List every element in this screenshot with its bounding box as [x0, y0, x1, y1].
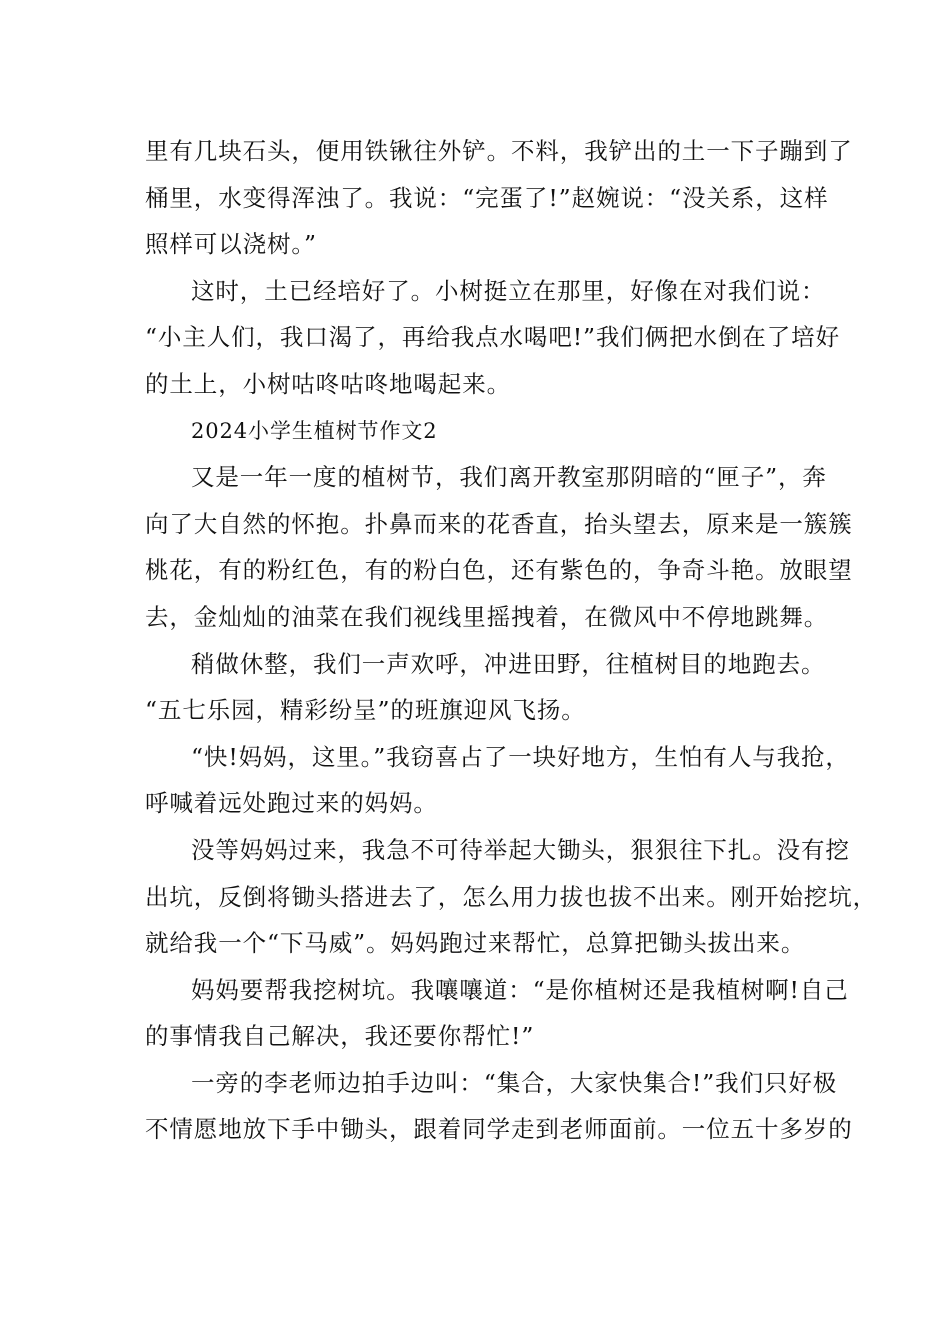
text-line: 去，金灿灿的油菜在我们视线里摇拽着，在微风中不停地跳舞。	[145, 602, 829, 631]
text-line: 不情愿地放下手中锄头，跟着同学走到老师面前。一位五十多岁的	[145, 1115, 853, 1144]
text-line: 的事情我自己解决，我还要你帮忙!”	[145, 1022, 535, 1051]
paragraph-start-line: “快!妈妈，这里。”我窃喜占了一块好地方，生怕有人与我抢，	[191, 742, 850, 771]
text-line: “小主人们，我口渴了，再给我点水喝吧!”我们俩把水倒在了培好	[145, 323, 840, 352]
text-line: 里有几块石头，便用铁锹往外铲。不料，我铲出的土一下子蹦到了	[145, 137, 853, 165]
text-line: “五七乐园，精彩纷呈”的班旗迎风飞扬。	[145, 696, 586, 725]
text-line: 呼喊着远处跑过来的妈妈。	[145, 789, 438, 818]
paragraph-start-line: 一旁的李老师边拍手边叫：“集合，大家快集合!”我们只好极	[191, 1068, 838, 1097]
paragraph-start-line: 妈妈要帮我挖树坑。我嚷嚷道：“是你植树还是我植树啊!自己	[191, 975, 849, 1004]
text-line: 桃花，有的粉红色，有的粉白色，还有紫色的，争奇斗艳。放眼望	[145, 556, 853, 585]
text-line: 的土上，小树咕咚咕咚地喝起来。	[145, 369, 511, 398]
paragraph-start-line: 稍做休整，我们一声欢呼，冲进田野，往植树目的地跑去。	[191, 649, 826, 678]
paragraph-start-line: 没等妈妈过来，我急不可待举起大锄头，狠狠往下扎。没有挖	[191, 835, 850, 864]
text-line: 出坑，反倒将锄头搭进去了，怎么用力拔也拔不出来。刚开始挖坑，	[145, 882, 877, 911]
section-heading: 2024小学生植树节作文2	[191, 418, 438, 443]
text-line: 就给我一个“下马威”。妈妈跑过来帮忙，总算把锄头拔出来。	[145, 929, 806, 958]
paragraph-start-line: 又是一年一度的植树节，我们离开教室那阴暗的“匣子”，奔	[191, 463, 827, 492]
text-line: 桶里，水变得浑浊了。我说：“完蛋了!”赵婉说：“没关系，这样	[145, 183, 829, 212]
paragraph-start-line: 这时，土已经培好了。小树挺立在那里，好像在对我们说：	[191, 276, 826, 305]
text-line: 向了大自然的怀抱。扑鼻而来的花香直，抬头望去，原来是一簇簇	[145, 509, 853, 538]
document-body	[145, 128, 877, 1153]
text-line: 照样可以浇树。”	[145, 230, 317, 259]
